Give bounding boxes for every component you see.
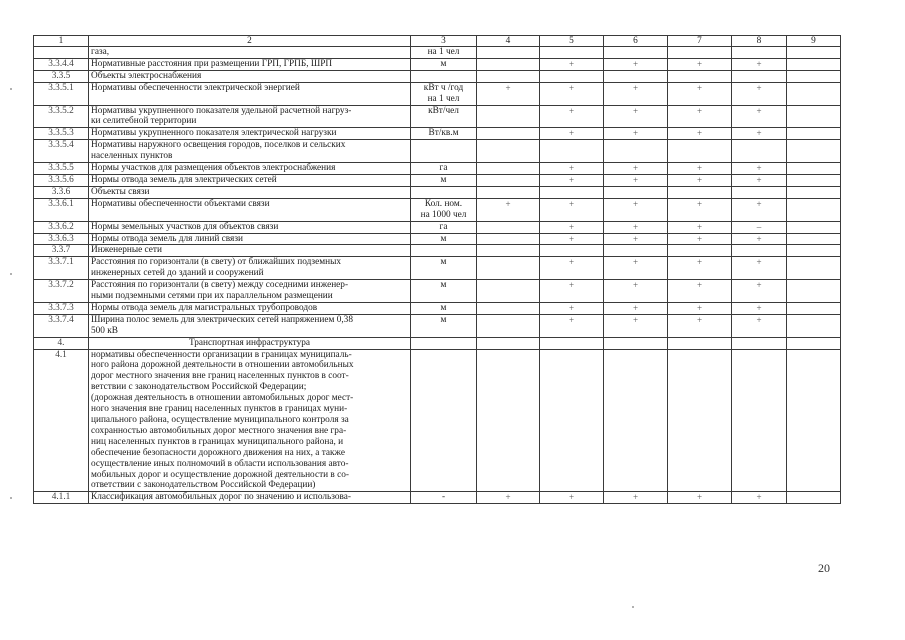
mark-col-9 bbox=[787, 198, 841, 221]
mark-col-6: + bbox=[604, 221, 668, 233]
table-row bbox=[34, 174, 841, 186]
row-number: 3.3.5.1 bbox=[34, 82, 89, 105]
mark-col-4 bbox=[477, 221, 540, 233]
row-description: Нормативы обеспеченности электрической энергией bbox=[89, 82, 411, 105]
mark-col-6 bbox=[604, 349, 668, 492]
mark-col-8: + bbox=[732, 105, 787, 128]
mark-col-8: + bbox=[732, 257, 787, 280]
row-unit: м bbox=[411, 280, 477, 303]
mark-col-9 bbox=[787, 349, 841, 492]
mark-col-4 bbox=[477, 337, 540, 349]
mark-col-6 bbox=[604, 140, 668, 163]
mark-col-8: + bbox=[732, 174, 787, 186]
mark-col-7: + bbox=[668, 257, 732, 280]
mark-col-5: + bbox=[540, 174, 604, 186]
table-row bbox=[34, 163, 841, 175]
table-row bbox=[34, 245, 841, 257]
mark-col-7 bbox=[668, 349, 732, 492]
row-number: 3.3.7.1 bbox=[34, 257, 89, 280]
header-row bbox=[34, 36, 841, 47]
mark-col-5: + bbox=[540, 302, 604, 314]
row-number: 3.3.7 bbox=[34, 245, 89, 257]
mark-col-7: + bbox=[668, 280, 732, 303]
header-cell-8: 8 bbox=[732, 36, 787, 47]
mark-col-6: + bbox=[604, 280, 668, 303]
mark-col-5: + bbox=[540, 221, 604, 233]
mark-col-4 bbox=[477, 314, 540, 337]
mark-col-7: + bbox=[668, 198, 732, 221]
table-row bbox=[34, 128, 841, 140]
mark-col-7: + bbox=[668, 58, 732, 70]
mark-col-5: + bbox=[540, 128, 604, 140]
mark-col-4 bbox=[477, 245, 540, 257]
mark-col-5 bbox=[540, 186, 604, 198]
mark-col-5: + bbox=[540, 492, 604, 504]
row-number bbox=[34, 47, 89, 59]
mark-col-5 bbox=[540, 349, 604, 492]
table-row bbox=[34, 140, 841, 163]
row-description: Объекты связи bbox=[89, 186, 411, 198]
row-description: Нормативы укрупненного показателя электрической нагрузки bbox=[89, 128, 411, 140]
row-number: 3.3.5.5 bbox=[34, 163, 89, 175]
row-unit: кВт ч /год на 1 чел bbox=[411, 82, 477, 105]
mark-col-6: + bbox=[604, 257, 668, 280]
row-description: Нормативы наружного освещения городов, поселков и сельских населенных пунктов bbox=[89, 140, 411, 163]
table-row bbox=[34, 233, 841, 245]
mark-col-9 bbox=[787, 47, 841, 59]
mark-col-4 bbox=[477, 186, 540, 198]
table-row bbox=[34, 302, 841, 314]
mark-col-6 bbox=[604, 245, 668, 257]
section-title: Транспортная инфраструктура bbox=[89, 337, 411, 349]
header-cell-2: 2 bbox=[89, 36, 411, 47]
table-row bbox=[34, 257, 841, 280]
mark-col-6: + bbox=[604, 314, 668, 337]
row-unit: Кол. ном. на 1000 чел bbox=[411, 198, 477, 221]
mark-col-9 bbox=[787, 58, 841, 70]
row-description: нормативы обеспеченности организации в границах муниципаль- ного района дорожной деятельности в отношении автомобильных дорог местного значения вне границ населенных пунктов в соот- ветствии с законодательством Российской Федерации; (дорожная деятельность в отношении автомобильных дорог мест- ного значения вне границ населенных пунктов в границах муни- ципального района, осуществление муниципального контроля за сохранностью автомобильных дорог местного значения вне гра- ниц населенных пунктов в границах муниципального района, и обеспечение безопасности дорожного движения на них, а также осуществление иных полномочий в области использования авто- мобильных дорог и осуществление дорожной деятельности в со- ответствии с законодательством Российской Федерации) bbox=[89, 349, 411, 492]
mark-col-8: – bbox=[732, 221, 787, 233]
table-row bbox=[34, 82, 841, 105]
mark-col-7: + bbox=[668, 221, 732, 233]
mark-col-4 bbox=[477, 70, 540, 82]
mark-col-5 bbox=[540, 70, 604, 82]
row-description: Нормы отвода земель для магистральных трубопроводов bbox=[89, 302, 411, 314]
mark-col-7 bbox=[668, 70, 732, 82]
mark-col-8 bbox=[732, 70, 787, 82]
table-row bbox=[34, 349, 841, 492]
row-unit: кВт/чел bbox=[411, 105, 477, 128]
mark-col-6: + bbox=[604, 58, 668, 70]
mark-col-7: + bbox=[668, 233, 732, 245]
table-row bbox=[34, 70, 841, 82]
row-number: 3.3.6.3 bbox=[34, 233, 89, 245]
row-unit: Вт/кв.м bbox=[411, 128, 477, 140]
mark-col-4 bbox=[477, 58, 540, 70]
mark-col-4: + bbox=[477, 492, 540, 504]
row-number: 3.3.7.3 bbox=[34, 302, 89, 314]
mark-col-7: + bbox=[668, 314, 732, 337]
mark-col-5: + bbox=[540, 105, 604, 128]
mark-col-8: + bbox=[732, 280, 787, 303]
mark-col-4 bbox=[477, 349, 540, 492]
mark-col-9 bbox=[787, 105, 841, 128]
mark-col-8: + bbox=[732, 492, 787, 504]
row-description: Нормы отвода земель для линий связи bbox=[89, 233, 411, 245]
mark-col-8 bbox=[732, 337, 787, 349]
mark-col-4 bbox=[477, 257, 540, 280]
mark-col-7: + bbox=[668, 105, 732, 128]
mark-col-6: + bbox=[604, 174, 668, 186]
mark-col-9 bbox=[787, 314, 841, 337]
row-number: 3.3.7.4 bbox=[34, 314, 89, 337]
scan-speck bbox=[10, 88, 12, 90]
row-description: Расстояния по горизонтали (в свету) между соседними инженер- ными подземными сетями при их параллельном размещении bbox=[89, 280, 411, 303]
mark-col-4: + bbox=[477, 198, 540, 221]
mark-col-7: + bbox=[668, 492, 732, 504]
mark-col-6 bbox=[604, 70, 668, 82]
table-row bbox=[34, 198, 841, 221]
norms-table bbox=[33, 35, 841, 504]
mark-col-8 bbox=[732, 245, 787, 257]
mark-col-8: + bbox=[732, 233, 787, 245]
mark-col-5: + bbox=[540, 233, 604, 245]
mark-col-7 bbox=[668, 337, 732, 349]
table-row bbox=[34, 58, 841, 70]
row-description: Нормы отвода земель для электрических сетей bbox=[89, 174, 411, 186]
mark-col-4 bbox=[477, 233, 540, 245]
mark-col-7: + bbox=[668, 82, 732, 105]
mark-col-4 bbox=[477, 302, 540, 314]
table-row bbox=[34, 221, 841, 233]
table-row bbox=[34, 47, 841, 59]
mark-col-5: + bbox=[540, 314, 604, 337]
mark-col-6 bbox=[604, 47, 668, 59]
mark-col-5: + bbox=[540, 280, 604, 303]
row-description: Нормативы укрупненного показателя удельной расчетной нагруз- ки селитебной территории bbox=[89, 105, 411, 128]
mark-col-5: + bbox=[540, 198, 604, 221]
mark-col-8: + bbox=[732, 198, 787, 221]
mark-col-9 bbox=[787, 492, 841, 504]
row-description: Объекты электроснабжения bbox=[89, 70, 411, 82]
mark-col-8: + bbox=[732, 163, 787, 175]
mark-col-7: + bbox=[668, 174, 732, 186]
mark-col-9 bbox=[787, 302, 841, 314]
table-row bbox=[34, 186, 841, 198]
row-unit bbox=[411, 245, 477, 257]
header-cell-4: 4 bbox=[477, 36, 540, 47]
mark-col-4 bbox=[477, 280, 540, 303]
table-row bbox=[34, 314, 841, 337]
mark-col-4 bbox=[477, 47, 540, 59]
row-number: 3.3.5.4 bbox=[34, 140, 89, 163]
row-description: Нормативные расстояния при размещении ГРП, ГРПБ, ШРП bbox=[89, 58, 411, 70]
mark-col-6: + bbox=[604, 233, 668, 245]
page-number: 20 bbox=[818, 561, 830, 575]
mark-col-6: + bbox=[604, 198, 668, 221]
mark-col-8: + bbox=[732, 302, 787, 314]
header-cell-3: 3 bbox=[411, 36, 477, 47]
mark-col-9 bbox=[787, 257, 841, 280]
mark-col-9 bbox=[787, 163, 841, 175]
row-unit: м bbox=[411, 314, 477, 337]
mark-col-6: + bbox=[604, 492, 668, 504]
mark-col-8: + bbox=[732, 82, 787, 105]
row-number: 3.3.5.3 bbox=[34, 128, 89, 140]
header-cell-5: 5 bbox=[540, 36, 604, 47]
table-row bbox=[34, 280, 841, 303]
row-number: 3.3.6.2 bbox=[34, 221, 89, 233]
row-number: 4. bbox=[34, 337, 89, 349]
row-unit: га bbox=[411, 163, 477, 175]
mark-col-7: + bbox=[668, 163, 732, 175]
header-cell-1: 1 bbox=[34, 36, 89, 47]
mark-col-6: + bbox=[604, 128, 668, 140]
row-unit: м bbox=[411, 257, 477, 280]
row-description: Расстояния по горизонтали (в свету) от ближайших подземных инженерных сетей до зданий и сооружений bbox=[89, 257, 411, 280]
row-number: 4.1.1 bbox=[34, 492, 89, 504]
row-number: 3.3.6 bbox=[34, 186, 89, 198]
mark-col-9 bbox=[787, 280, 841, 303]
mark-col-4 bbox=[477, 174, 540, 186]
mark-col-8 bbox=[732, 47, 787, 59]
mark-col-4: + bbox=[477, 82, 540, 105]
table-row bbox=[34, 337, 841, 349]
row-description: Классификация автомобильных дорог по значению и использова- bbox=[89, 492, 411, 504]
mark-col-6: + bbox=[604, 302, 668, 314]
row-unit bbox=[411, 70, 477, 82]
row-unit bbox=[411, 349, 477, 492]
mark-col-5 bbox=[540, 47, 604, 59]
mark-col-8 bbox=[732, 349, 787, 492]
header-cell-6: 6 bbox=[604, 36, 668, 47]
row-unit: на 1 чел bbox=[411, 47, 477, 59]
row-description: газа, bbox=[89, 47, 411, 59]
row-unit: м bbox=[411, 174, 477, 186]
scan-speck bbox=[632, 606, 634, 608]
row-description: Нормы участков для размещения объектов электроснабжения bbox=[89, 163, 411, 175]
mark-col-8: + bbox=[732, 128, 787, 140]
row-unit: га bbox=[411, 221, 477, 233]
mark-col-5 bbox=[540, 337, 604, 349]
row-number: 3.3.5.6 bbox=[34, 174, 89, 186]
mark-col-5: + bbox=[540, 163, 604, 175]
row-description: Инженерные сети bbox=[89, 245, 411, 257]
row-number: 3.3.5 bbox=[34, 70, 89, 82]
mark-col-6: + bbox=[604, 163, 668, 175]
scan-speck bbox=[10, 497, 12, 499]
row-number: 3.3.5.2 bbox=[34, 105, 89, 128]
mark-col-9 bbox=[787, 186, 841, 198]
mark-col-9 bbox=[787, 245, 841, 257]
mark-col-4 bbox=[477, 105, 540, 128]
mark-col-7 bbox=[668, 186, 732, 198]
mark-col-9 bbox=[787, 233, 841, 245]
mark-col-4 bbox=[477, 140, 540, 163]
mark-col-8: + bbox=[732, 58, 787, 70]
row-number: 3.3.6.1 bbox=[34, 198, 89, 221]
mark-col-7 bbox=[668, 245, 732, 257]
row-number: 3.3.7.2 bbox=[34, 280, 89, 303]
row-number: 4.1 bbox=[34, 349, 89, 492]
mark-col-9 bbox=[787, 140, 841, 163]
mark-col-5: + bbox=[540, 58, 604, 70]
mark-col-4 bbox=[477, 128, 540, 140]
mark-col-7 bbox=[668, 140, 732, 163]
mark-col-9 bbox=[787, 174, 841, 186]
mark-col-9 bbox=[787, 70, 841, 82]
row-description: Нормативы обеспеченности объектами связи bbox=[89, 198, 411, 221]
mark-col-6 bbox=[604, 337, 668, 349]
mark-col-6 bbox=[604, 186, 668, 198]
row-unit bbox=[411, 186, 477, 198]
row-unit bbox=[411, 140, 477, 163]
mark-col-5 bbox=[540, 245, 604, 257]
mark-col-6: + bbox=[604, 105, 668, 128]
mark-col-9 bbox=[787, 337, 841, 349]
header-cell-9: 9 bbox=[787, 36, 841, 47]
header-cell-7: 7 bbox=[668, 36, 732, 47]
scan-speck bbox=[10, 273, 12, 275]
mark-col-4 bbox=[477, 163, 540, 175]
row-description: Нормы земельных участков для объектов связи bbox=[89, 221, 411, 233]
mark-col-5: + bbox=[540, 257, 604, 280]
mark-col-7 bbox=[668, 47, 732, 59]
mark-col-8 bbox=[732, 140, 787, 163]
row-description: Ширина полос земель для электрических сетей напряжением 0,38 500 кВ bbox=[89, 314, 411, 337]
mark-col-8: + bbox=[732, 314, 787, 337]
mark-col-7: + bbox=[668, 302, 732, 314]
mark-col-9 bbox=[787, 221, 841, 233]
mark-col-9 bbox=[787, 128, 841, 140]
mark-col-5 bbox=[540, 140, 604, 163]
mark-col-7: + bbox=[668, 128, 732, 140]
mark-col-8 bbox=[732, 186, 787, 198]
mark-col-6: + bbox=[604, 82, 668, 105]
row-unit: м bbox=[411, 58, 477, 70]
mark-col-5: + bbox=[540, 82, 604, 105]
mark-col-9 bbox=[787, 82, 841, 105]
row-unit: - bbox=[411, 492, 477, 504]
row-number: 3.3.4.4 bbox=[34, 58, 89, 70]
row-unit: м bbox=[411, 233, 477, 245]
table-row bbox=[34, 105, 841, 128]
table-row bbox=[34, 492, 841, 504]
row-unit bbox=[411, 337, 477, 349]
row-unit: м bbox=[411, 302, 477, 314]
